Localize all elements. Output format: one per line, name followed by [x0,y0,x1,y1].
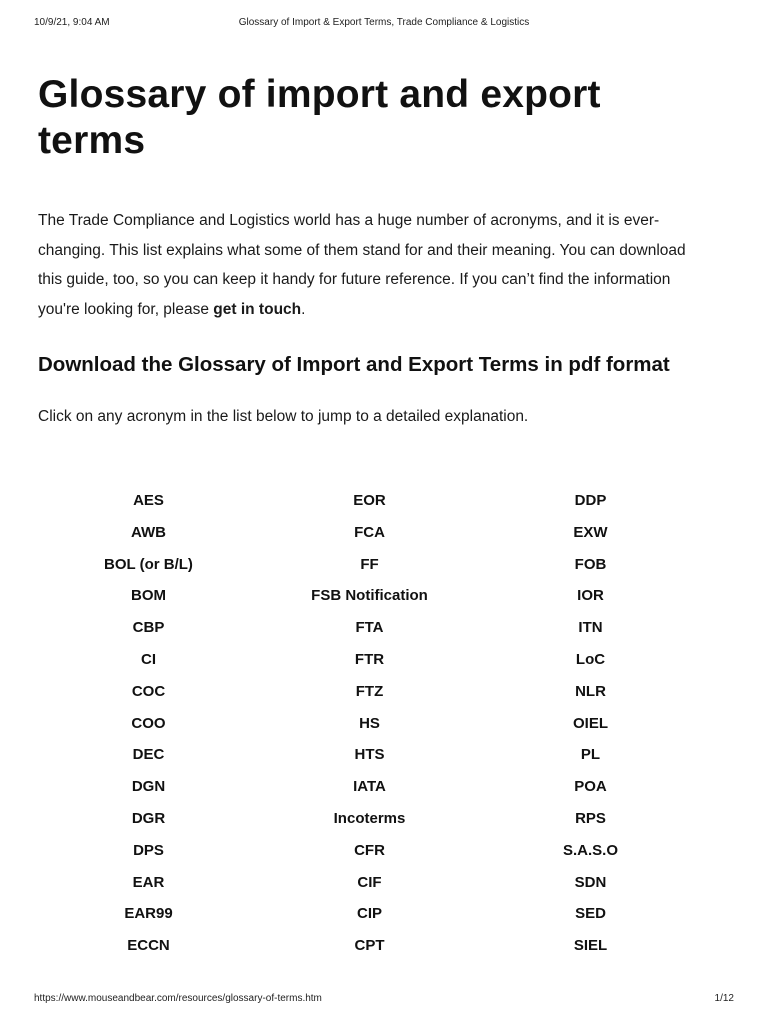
acronym-link[interactable]: CPT [354,937,385,955]
acronym-link[interactable]: FTR [354,650,385,668]
acronym-link[interactable]: COC [131,682,166,700]
acronym-link[interactable]: RPS [575,809,606,827]
acronym-link[interactable]: HS [359,714,380,732]
print-header [34,17,734,31]
acronym-link[interactable]: FOB [574,555,607,573]
acronym-link[interactable]: ITN [578,619,603,637]
page-title: Glossary of import and export terms [38,73,601,162]
page-number: 1/12 [714,993,734,1004]
acronym-link[interactable]: Incoterms [333,809,406,827]
acronym-grid [38,485,703,962]
print-page-title: Glossary of Import & Export Terms, Trade Compliance & Logistics [238,17,530,28]
print-url: https://www.mouseandbear.com/resources/glossary-of-terms.htm [34,993,322,1004]
acronym-link[interactable]: HTS [354,746,385,764]
acronym-link[interactable]: CBP [132,619,165,637]
intro-text: The Trade Compliance and Logistics world has a huge number of acronyms, and it is ever-changing. This list explains what some of them stand for and their meaning. You can download this guide, too, so you can keep it handy for future reference. If you can’t find the information you're looking for, please [38,212,686,318]
acronym-link[interactable]: AWB [131,523,166,541]
acronym-link[interactable]: OIEL [572,714,608,732]
acronym-link[interactable]: S.A.S.O [562,841,618,859]
print-date: 10/9/21, 9:04 AM [34,17,110,28]
acronym-link[interactable]: DEC [132,746,165,764]
print-footer [34,993,734,1007]
acronym-link[interactable]: CFR [354,841,385,859]
acronym-link[interactable]: BOL (or B/L) [104,555,193,573]
acronym-link[interactable]: PL [580,746,601,764]
acronym-link[interactable]: SIEL [573,937,608,955]
acronym-link[interactable]: EXW [573,523,608,541]
get-in-touch-link[interactable]: get in touch [213,300,302,318]
acronym-link[interactable]: IOR [577,587,604,605]
acronym-link[interactable]: FTA [355,619,384,637]
acronym-link[interactable]: FF [360,555,379,573]
acronym-link[interactable]: AES [133,492,164,509]
download-heading-link[interactable]: Download the Glossary of Import and Export Terms in pdf format [38,353,670,376]
click-note: Click on any acronym in the list below to jump to a detailed explanation. [38,408,529,425]
acronym-link[interactable]: DGR [131,809,166,827]
acronym-link[interactable]: IATA [353,778,386,796]
intro-end: . [301,300,306,318]
acronym-link[interactable]: FSB Notification [311,587,428,605]
acronym-link[interactable]: SED [575,905,606,923]
acronym-link[interactable]: CIF [357,873,382,891]
acronym-link[interactable]: NLR [575,682,606,700]
acronym-link[interactable]: BOM [131,587,166,605]
acronym-link[interactable]: DDP [574,492,607,509]
acronym-link[interactable]: FCA [354,523,385,541]
acronym-link[interactable]: FTZ [355,682,384,700]
intro-paragraph [38,206,703,324]
acronym-link[interactable]: SDN [574,873,607,891]
acronym-link[interactable]: EAR99 [124,905,173,923]
article-content [38,72,703,430]
acronym-link[interactable]: CI [141,650,156,668]
acronym-link[interactable]: COO [131,714,166,732]
acronym-link[interactable]: EAR [132,873,165,891]
acronym-link[interactable]: DPS [133,841,164,859]
acronym-link[interactable]: DGN [131,778,166,796]
acronym-link[interactable]: LoC [575,650,606,668]
acronym-link[interactable]: POA [574,778,607,796]
acronym-link[interactable]: EOR [353,492,386,509]
acronym-link[interactable]: CIP [356,905,382,923]
acronym-link[interactable]: ECCN [127,937,170,955]
